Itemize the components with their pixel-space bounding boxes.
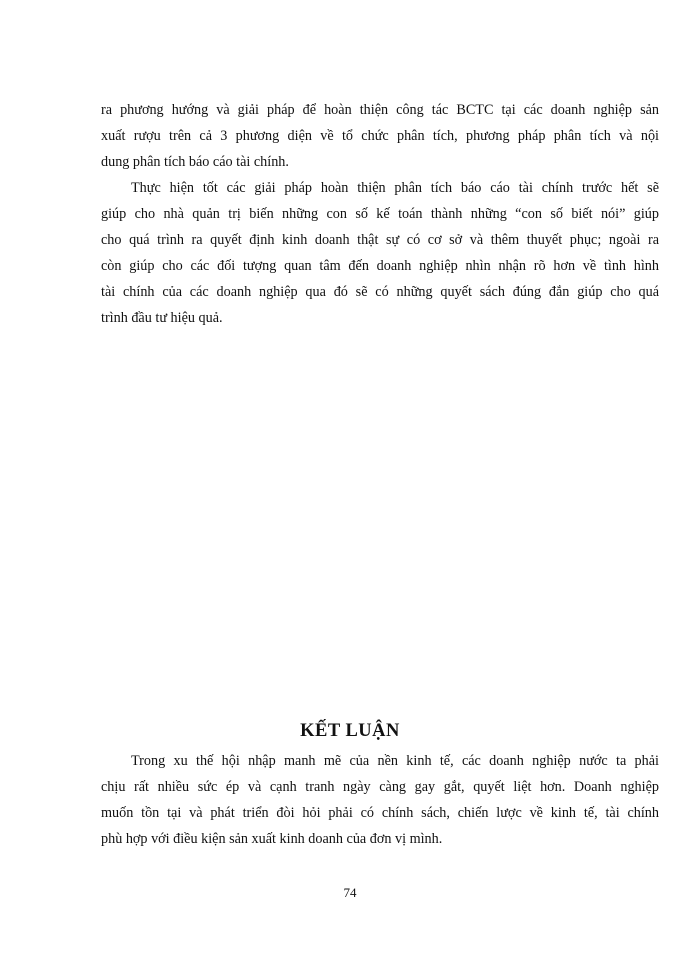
page-number: 74 [343,885,357,900]
text-line: trình đầu tư hiệu quả. [101,310,223,326]
text-line: muốn tồn tại và phát triển đòi hỏi phải có chính sách, chiến lược về kinh tế, tài chính [101,805,659,821]
text-line: cho quá trình ra quyết định kinh doanh thật sự có cơ sở và thêm thuyết phục; ngoài ra [101,232,659,248]
section-heading: KẾT LUẬN [300,721,400,741]
paragraph-solutions [101,175,659,331]
text-line: ra phương hướng và giải pháp để hoàn thiện công tác BCTC tại các doanh nghiệp sản [101,102,659,118]
text-line: giúp cho nhà quản trị biến những con số kế toán thành những “con số biết nói” giúp [101,206,659,222]
text-line: Trong xu thế hội nhập manh mẽ của nền kinh tế, các doanh nghiệp nước ta phải [131,753,659,769]
text-line: còn giúp cho các đối tượng quan tâm đến doanh nghiệp nhìn nhận rõ hơn về tình hình [101,258,659,274]
text-line: xuất rượu trên cả 3 phương diện về tổ chức phân tích, phương pháp phân tích và nội [101,128,659,144]
text-line: dung phân tích báo cáo tài chính. [101,154,289,170]
text-line: Thực hiện tốt các giải pháp hoàn thiện phân tích báo cáo tài chính trước hết sẽ [131,180,659,196]
paragraph-continuation [101,97,659,175]
text-line: tài chính của các doanh nghiệp qua đó sẽ có những quyết sách đúng đắn giúp cho quá [101,284,659,300]
text-line: chịu rất nhiều sức ép và cạnh tranh ngày càng gay gắt, quyết liệt hơn. Doanh nghiệp [101,779,659,795]
paragraph-conclusion [101,748,659,852]
text-line: phù hợp với điều kiện sản xuất kinh doanh của đơn vị mình. [101,831,443,847]
